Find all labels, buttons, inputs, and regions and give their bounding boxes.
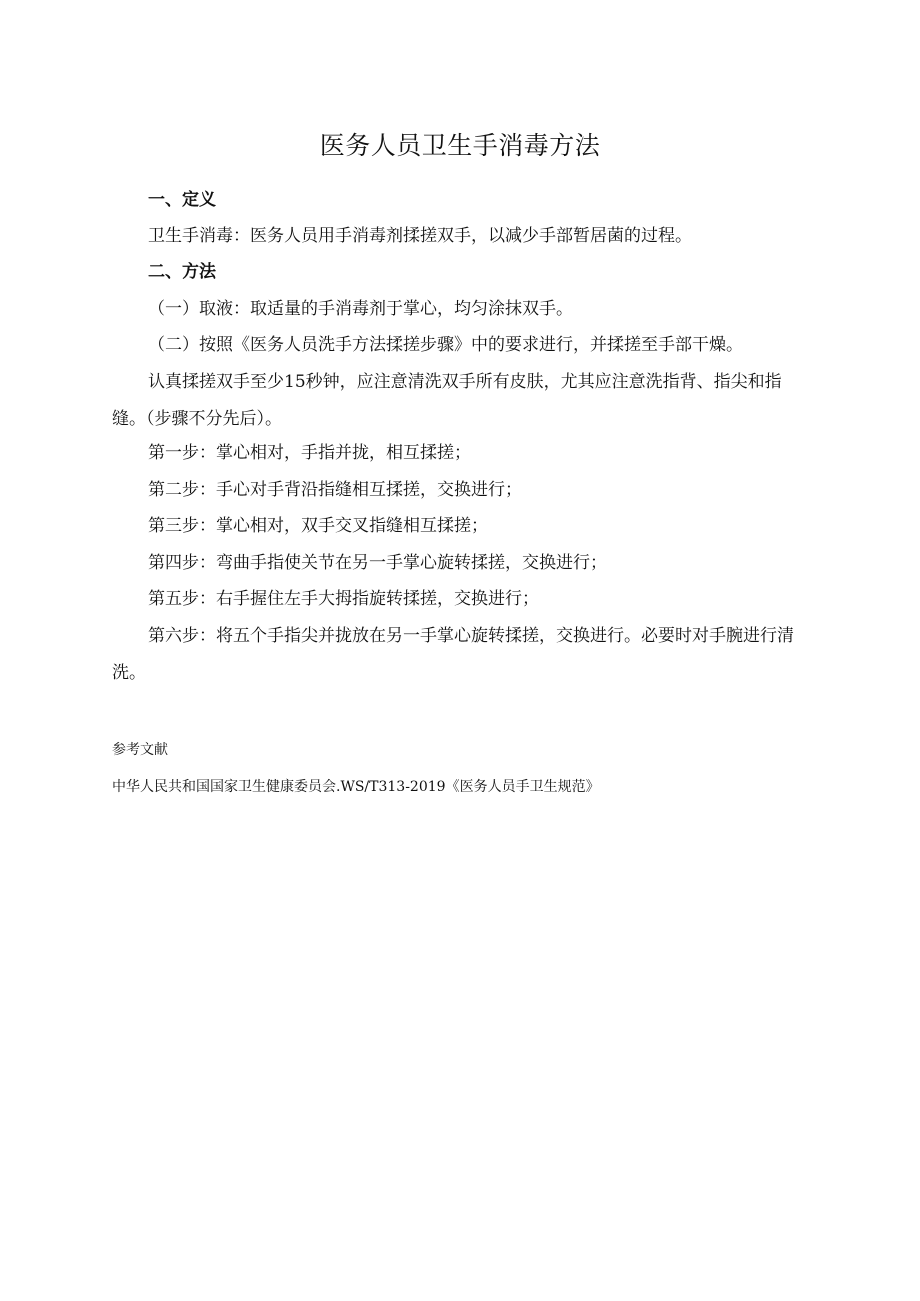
step-item: 第四步：弯曲手指使关节在另一手掌心旋转揉搓，交换进行； bbox=[148, 553, 607, 573]
section-heading-method: 二、方法 bbox=[148, 262, 216, 282]
step-item: 第三步：掌心相对，双手交叉指缝相互揉搓； bbox=[148, 516, 488, 536]
step-item: 第一步：掌心相对，手指并拢，相互揉搓； bbox=[148, 443, 471, 463]
references-heading: 参考文献 bbox=[112, 742, 168, 758]
method-note-paragraph: 认真揉搓双手至少15秒钟，应注意清洗双手所有皮肤，尤其应注意洗指背、指尖和指缝。（步骤不分先后）。 bbox=[112, 372, 782, 429]
step-item: 第二步：手心对手背沿指缝相互揉搓，交换进行； bbox=[148, 480, 522, 500]
step-item: 第六步：将五个手指尖并拢放在另一手掌心旋转揉搓，交换进行。必要时对手腕进行清洗。 bbox=[112, 626, 794, 683]
section-heading-definition: 一、定义 bbox=[148, 190, 216, 210]
step-item: 第五步：右手握住左手大拇指旋转揉搓，交换进行； bbox=[148, 589, 539, 609]
reference-item: 中华人民共和国国家卫生健康委员会.WS/T313-2019《医务人员手卫生规范》 bbox=[112, 779, 600, 795]
method-step-take-liquid: （一）取液：取适量的手消毒剂于掌心，均匀涂抹双手。 bbox=[148, 299, 573, 319]
method-step-rub: （二）按照《医务人员洗手方法揉搓步骤》中的要求进行，并揉搓至手部干燥。 bbox=[148, 335, 743, 355]
definition-paragraph: 卫生手消毒：医务人员用手消毒剂揉搓双手，以减少手部暂居菌的过程。 bbox=[148, 226, 692, 246]
document-title: 医务人员卫生手消毒方法 bbox=[319, 131, 601, 160]
